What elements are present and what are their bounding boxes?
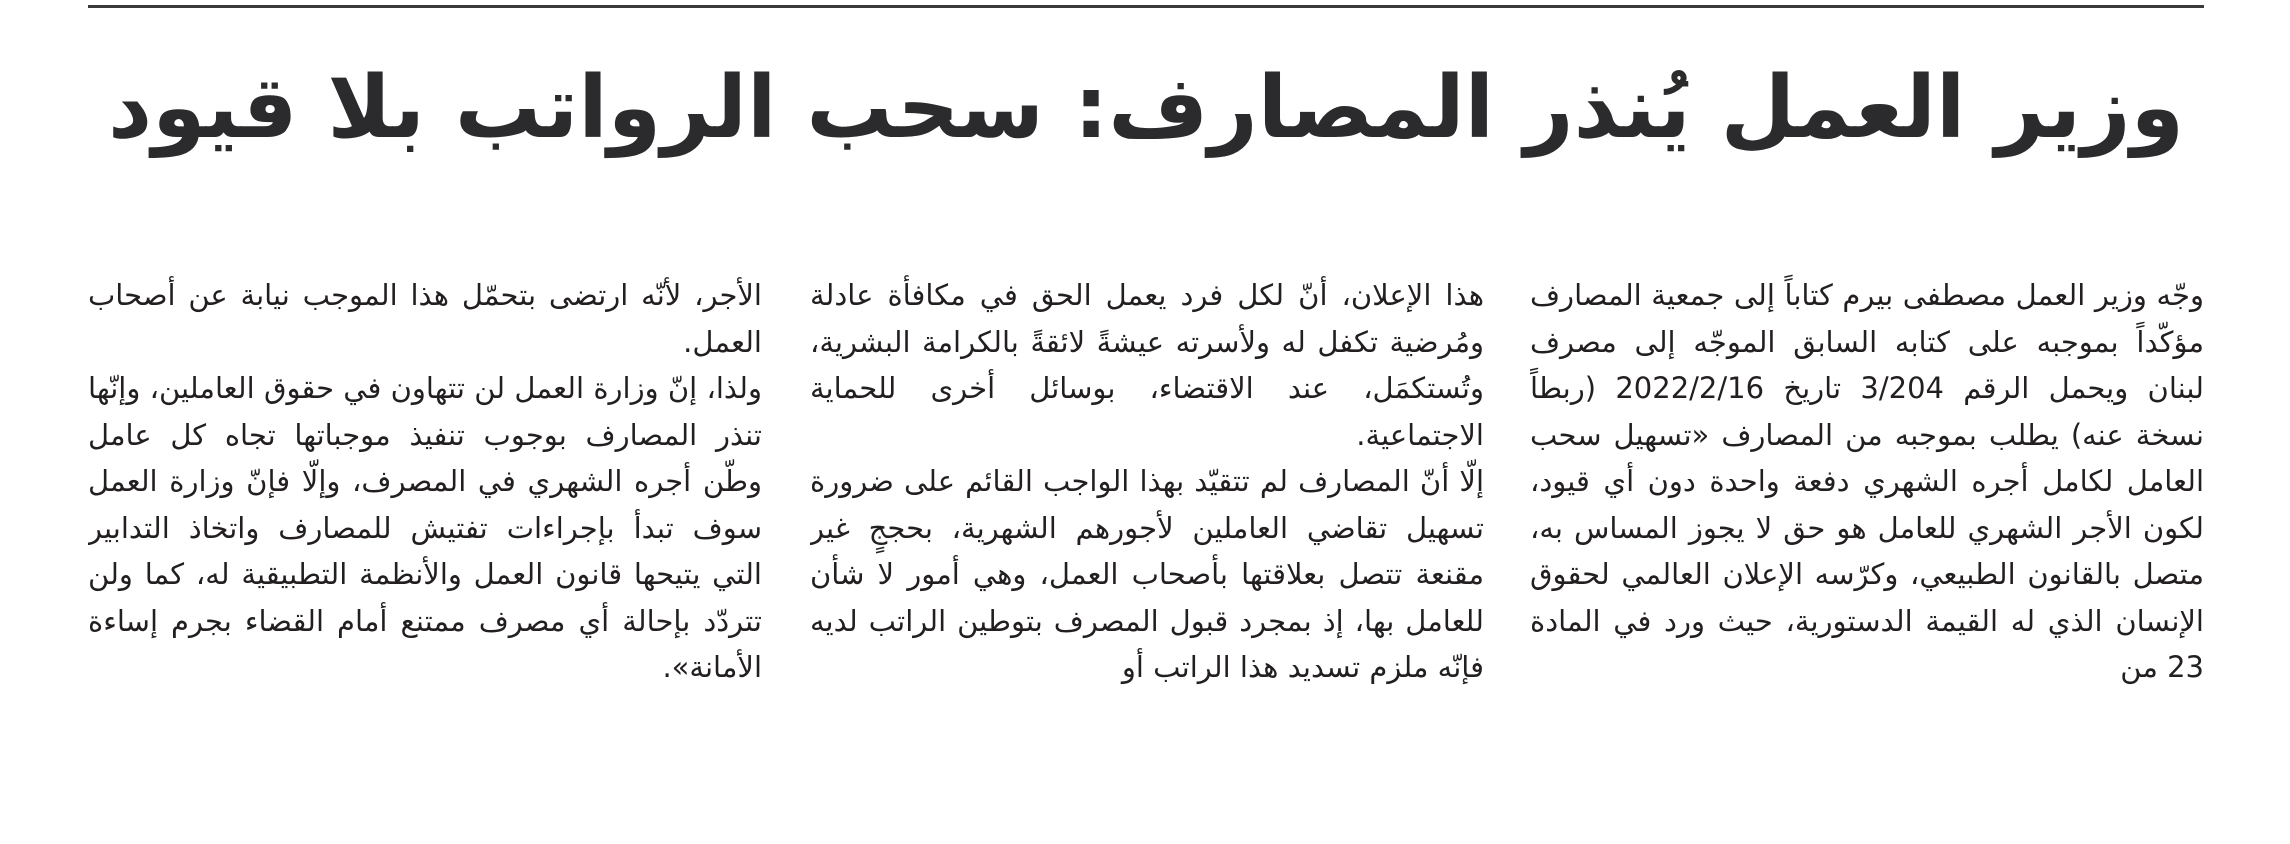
- paragraph: هذا الإعلان، أنّ لكل فرد يعمل الحق في مكافأة عادلة ومُرضية تكفل له ولأسرته عيشةً لائقةً بالكرامة البشرية، وتُستكمَل، عند الاقتضاء، بوسائل أخرى للحماية الاجتماعية.: [810, 278, 1484, 452]
- article-headline: وزير العمل يُنذر المصارف: سحب الرواتب بلا قيود: [107, 58, 2185, 158]
- article-column-left: [88, 272, 762, 822]
- article-column-right: [1530, 272, 2204, 822]
- paragraph: إلّا أنّ المصارف لم تتقيّد بهذا الواجب القائم على ضرورة تسهيل تقاضي العاملين لأجورهم الشهرية، بحججٍ غير مقنعة تتصل بعلاقتها بأصحاب العمل، وهي أمور لا شأن للعامل بها، إذ بمجرد قبول المصرف بتوطين الراتب لديه فإنّه ملزم تسديد هذا الراتب أو: [810, 464, 1484, 684]
- paragraph: وجّه وزير العمل مصطفى بيرم كتاباً إلى جمعية المصارف مؤكّداً بموجبه على كتابه السابق الموجّه إلى مصرف لبنان ويحمل الرقم 3/204 تاريخ 2022/2/16 (ربطاً نسخة عنه) يطلب بموجبه من المصارف «تسهيل سحب العامل لكامل أجره الشهري دفعة واحدة دون أي قيود، لكون الأجر الشهري للعامل هو حق لا يجوز المساس به، متصل بالقانون الطبيعي، وكرّسه الإعلان العالمي لحقوق الإنسان الذي له القيمة الدستورية، حيث ورد في المادة 23 من: [1530, 278, 2204, 684]
- paragraph: ولذا، إنّ وزارة العمل لن تتهاون في حقوق العاملين، وإنّها تنذر المصارف بوجوب تنفيذ موجباتها تجاه كل عامل وطّن أجره الشهري في المصرف، وإلّا فإنّ وزارة العمل سوف تبدأ بإجراءات تفتيش للمصارف واتخاذ التدابير التي يتيحها قانون العمل والأنظمة التطبيقية له، كما ولن تتردّد بإحالة أي مصرف ممتنع أمام القضاء بجرم إساءة الأمانة».: [88, 371, 762, 684]
- paragraph: الأجر، لأنّه ارتضى بتحمّل هذا الموجب نيابة عن أصحاب العمل.: [88, 278, 762, 359]
- top-divider-rule: [88, 5, 2204, 8]
- article-column-middle: [810, 272, 1484, 822]
